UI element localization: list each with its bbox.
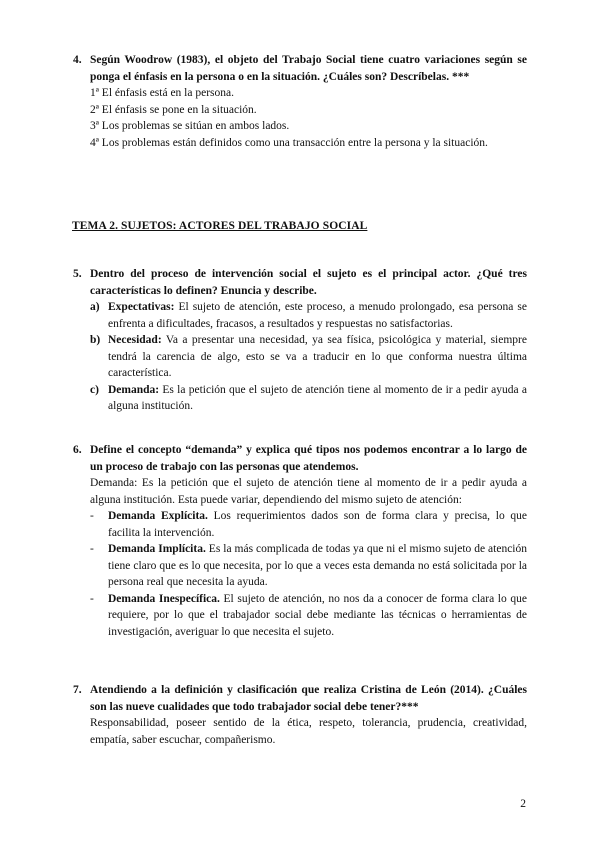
item-term: Demanda: bbox=[108, 383, 160, 396]
item-text: Es la más complicada de todas ya que ni el mismo sujeto de atención tiene claro que es lo que necesita, por lo que a veces esta demanda no está solicitada por la persona real que necesita la ayuda. bbox=[108, 543, 528, 588]
item-term: Expectativas: bbox=[108, 301, 175, 313]
list-marker: - bbox=[90, 510, 94, 522]
item-term: Demanda Explícita. bbox=[108, 510, 208, 522]
item-term: Demanda Implícita. bbox=[108, 543, 206, 555]
list-item bbox=[90, 332, 527, 382]
question-number: 4. bbox=[73, 54, 82, 66]
list-item bbox=[90, 299, 527, 332]
section-heading: TEMA 2. SUJETOS: ACTORES DEL TRABAJO SOCIAL bbox=[72, 220, 368, 232]
list-marker: - bbox=[90, 592, 94, 605]
item-term: Demanda Inespecífica. bbox=[108, 592, 220, 605]
question-number: 5. bbox=[73, 268, 82, 280]
answer-line: 2ª El énfasis se pone en la situación. bbox=[90, 103, 257, 116]
question-text: Define el concepto “demanda” y explica qué tipos nos podemos encontrar a lo largo de un proceso de trabajo con las personas que atendemos. bbox=[90, 444, 527, 473]
item-text: Va a presentar una necesidad, ya sea física, psicológica y material, siempre tendrá la carencia de algo, esto se va a traducir en lo que conforma nuestra última característica. bbox=[108, 334, 527, 379]
item-text: Los requerimientos dados son de forma clara y precisa, lo que facilita la intervención. bbox=[108, 510, 527, 539]
list-marker: b) bbox=[90, 334, 101, 346]
question-text: Atendiendo a la definición y clasificación que realiza Cristina de León (2014). ¿Cuáles son las nueve cualidades que todo trabajador social debe tener?*** bbox=[90, 684, 527, 713]
list-item bbox=[90, 541, 528, 591]
question-7 bbox=[73, 682, 527, 748]
question-6 bbox=[73, 442, 528, 640]
item-text: Es la petición que el sujeto de atención tiene al momento de ir a pedir ayuda a alguna institución. bbox=[108, 383, 527, 412]
answer-line: 1ª El énfasis está en la persona. bbox=[90, 87, 234, 99]
list-marker: a) bbox=[90, 301, 100, 313]
list-item bbox=[90, 382, 527, 415]
page-number: 2 bbox=[520, 798, 526, 810]
item-term: Necesidad: bbox=[108, 334, 162, 346]
list-item bbox=[90, 591, 527, 641]
item-text: El sujeto de atención, no nos da a conocer de forma clara lo que requiere, por lo que el trabajador social debe mediante las técnicas o herramientas de investigación, averiguar lo que necesita el sujeto. bbox=[108, 592, 527, 638]
list-item bbox=[90, 508, 527, 541]
list-marker: c) bbox=[90, 383, 99, 396]
question-5 bbox=[73, 266, 527, 415]
question-4 bbox=[73, 52, 527, 151]
answer-intro: Demanda: Es la petición que el sujeto de atención tiene al momento de ir a pedir ayuda a alguna institución. Esta puede variar, dependiendo del mismo sujeto de atención: bbox=[90, 477, 527, 506]
question-number: 7. bbox=[73, 684, 82, 696]
item-text: El sujeto de atención, este proceso, a menudo prolongado, esa persona se enfrenta a dificultades, fracasos, a resultados y respuestas no satisfactorias. bbox=[108, 301, 527, 330]
answer-line: 4ª Los problemas están definidos como una transacción entre la persona y la situación. bbox=[90, 136, 488, 149]
question-text: Dentro del proceso de intervención social el sujeto es el principal actor. ¿Qué tres características lo definen? Enuncia y describe. bbox=[90, 268, 527, 297]
answer-text: Responsabilidad, poseer sentido de la ética, respeto, tolerancia, prudencia, creatividad, empatía, saber escuchar, compañerismo. bbox=[90, 717, 527, 746]
question-text: Según Woodrow (1983), el objeto del Trabajo Social tiene cuatro variaciones según se ponga el énfasis en la persona o en la situación. ¿Cuáles son? Descríbelas. *** bbox=[90, 54, 527, 83]
list-marker: - bbox=[90, 543, 94, 555]
question-number: 6. bbox=[73, 444, 82, 456]
answer-line: 3ª Los problemas se sitúan en ambos lados. bbox=[90, 120, 290, 132]
